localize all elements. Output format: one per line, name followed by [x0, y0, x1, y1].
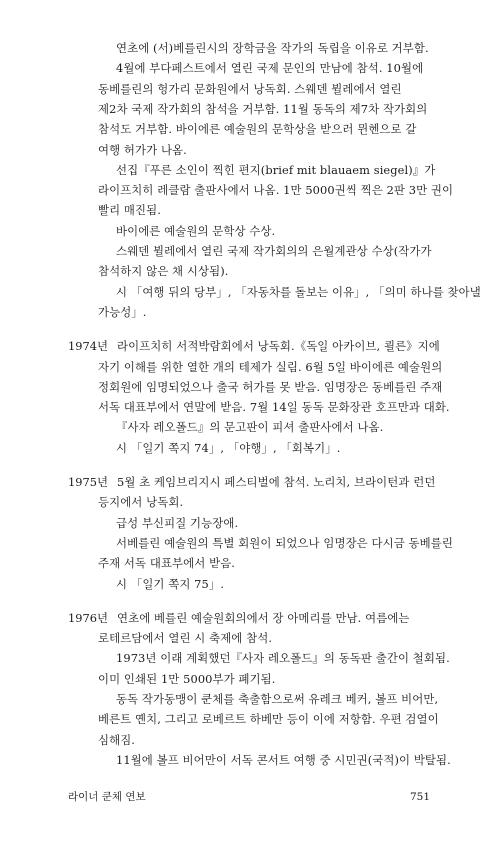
- text-line: 서독 대표부에서 연말에 받음. 7월 14일 동독 문화장관 호프만과 대화.: [98, 400, 450, 415]
- text-line: 자기 이해를 위한 열한 개의 테제가 실림. 6월 5일 바이에른 예술원의: [98, 359, 443, 374]
- text-line: 『사자 레오폴드』의 문고판이 피셔 출판사에서 나옴.: [116, 420, 384, 435]
- text-line: 연초에 베를린 예술원회의에서 장 아메리를 만남. 여름에는: [117, 610, 410, 625]
- text-line: 4월에 부다페스트에서 열린 국제 문인의 만남에 참석. 10월에: [116, 61, 424, 76]
- text-line: 등지에서 낭독회.: [98, 495, 184, 510]
- text-line: 참석도 거부함. 바이에른 예술원의 문학상을 받으러 뮌헨으로 갈: [98, 122, 417, 137]
- running-title: 라이너 쿤체 연보: [68, 791, 146, 804]
- text-line: 급성 부신피질 기능장애.: [116, 515, 239, 530]
- text-line: 동베를린의 헝가리 문화원에서 낭독회. 스웨덴 뷜레에서 열린: [98, 81, 402, 96]
- text-line: 제2차 국제 작가회의 참석을 거부함. 11월 동독의 제7차 작가회의: [98, 101, 428, 116]
- text-line: 라이프치히 서적박람회에서 낭독회.《독일 아카이브, 쾰른》지에: [117, 339, 440, 354]
- text-line: 시 「일기 쪽지 75」.: [116, 576, 225, 591]
- text-line: 주재 서독 대표부에서 받음.: [98, 556, 236, 571]
- text-line: 시 「일기 쪽지 74」, 「야행」, 「회복기」.: [116, 440, 341, 455]
- text-line: 이미 인쇄된 1만 5000부가 폐기됨.: [98, 671, 276, 686]
- text-line: 라이프치히 레클람 출판사에서 나옴. 1만 5000권씩 찍은 2판 3만 권이: [98, 183, 454, 198]
- text-line: 베른트 옌치, 그리고 로베르트 하베만 등이 이에 저항함. 우편 검열이: [98, 712, 439, 727]
- text-line: 연초에 (서)베를린시의 장학금을 작가의 독립을 이유로 거부함.: [116, 41, 429, 55]
- text-line: 서베를린 예술원의 특별 회원이 되었으나 임명장은 다시금 동베를린: [116, 535, 453, 550]
- text-line: 정회원에 임명되었으나 출국 허가를 못 받음. 임명장은 동베를린 주재: [98, 379, 443, 394]
- page-number: 751: [410, 791, 431, 804]
- text-line: 동독 작가동맹이 쿤체를 축출함으로써 유레크 베커, 볼프 비어만,: [116, 692, 439, 706]
- text-line: 5월 초 케임브리지시 페스티벌에 참석. 노리치, 브라이턴과 런던: [117, 475, 436, 489]
- text-line: 스웨덴 뷜레에서 열린 국제 작가회의의 은월계관상 수상(작가가: [116, 244, 432, 258]
- text-line: 빨리 매진됨.: [98, 203, 161, 218]
- text-line: 심해짐.: [98, 732, 136, 747]
- text-line: 로테르담에서 열린 시 축제에 참석.: [98, 631, 273, 646]
- text-line: 가능성」.: [98, 304, 147, 319]
- text-line: 선집『푸른 소인이 찍힌 편지(brief mit blauaem siegel)』가: [116, 162, 436, 177]
- text-line: 시 「여행 뒤의 당부」, 「자동차를 돌보는 이유」, 「의미 하나를 찾아낼: [116, 284, 481, 299]
- entry-year: 1976년: [68, 610, 108, 625]
- text-line: 참석하지 않은 채 시상됨).: [98, 264, 229, 279]
- text-line: 바이에른 예술원의 문학상 수상.: [116, 223, 276, 238]
- text-line: 11월에 볼프 비어만이 서독 콘서트 여행 중 시민권(국적)이 박탈됨.: [116, 752, 451, 767]
- text-line: 1973년 이래 계획했던『사자 레오폴드』의 동독판 출간이 철회됨.: [116, 651, 450, 666]
- text-line: 여행 허가가 나옴.: [98, 142, 187, 157]
- entry-year: 1975년: [68, 475, 108, 489]
- entry-year: 1974년: [68, 339, 108, 354]
